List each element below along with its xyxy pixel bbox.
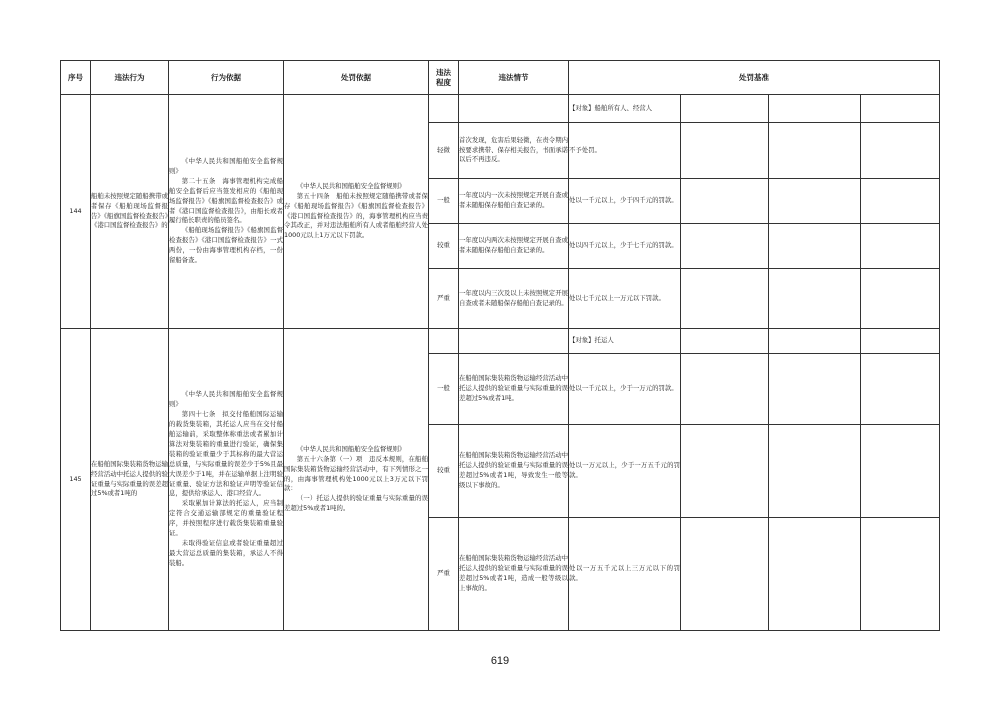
row-standard: 处以一万五千元以上三万元以下的罚款。 (569, 518, 681, 631)
table-row (61, 95, 940, 123)
row-behavior: 在船舶国际集装箱货物运输经营活动中托运人提供的验证重量与实际重量的误差超过5%或者1吨的 (91, 329, 169, 631)
row-target: 【对象】船舶所有人、经营人 (569, 95, 681, 123)
penalty-standard-table (60, 60, 940, 631)
row-circumstance: 在船舶国际集装箱货物运输经营活动中托运人提供的验证重量与实际重量的误差超过5%或者1吨，导致发生一般等级以下事故的。 (459, 425, 569, 518)
basis-paragraph: 第二十五条 海事管理机构完成船舶安全监督后应当签发相应的《船舶现场监督报告》《船旗国监督检查报告》或者《港口国监督检查报告》，由船长或者履行船长职责的船员签名。 (169, 176, 283, 225)
penalty-paragraph: 第五十四条 船舶未按照规定随船携带或者保存《船舶现场监督报告》《船旗国监督检查报告》《港口国监督检查报告》的，海事管理机构应当责令其改正，并对违法船舶所有人或者船舶经营人处1000元以上1万元以下罚款。 (284, 191, 428, 240)
penalty-paragraph: 《中华人民共和国船舶安全监督规则》 (296, 444, 406, 453)
row-seq: 144 (61, 95, 91, 329)
header-standard: 处罚基准 (569, 61, 940, 95)
basis-paragraph: 采取累加计算法的托运人，应当制定符合交通运输部规定的重量验证程序，并按照程序进行载货集装箱重量验证。 (169, 499, 283, 538)
basis-paragraph: 未取得验证信息或者验证重量超过最大营运总质量的集装箱，承运人不得装船。 (169, 539, 283, 567)
row-target: 【对象】托运人 (569, 329, 681, 354)
row-standard: 处以一万元以上，少于一万五千元的罚款。 (569, 425, 681, 518)
row-basis (169, 329, 284, 631)
header-penalty-basis: 处罚依据 (284, 61, 429, 95)
row-degree: 严重 (429, 518, 459, 631)
row-circumstance: 一年度以内两次未按照规定开展自查或者未随船保存船舶自查记录的。 (459, 224, 569, 269)
row-degree: 较重 (429, 224, 459, 269)
row-behavior: 船舶未按照规定随船携带或者保存《船舶现场监督报告》《船旗国监督检查报告》《港口国监督检查报告》的 (91, 95, 169, 329)
row-degree: 一般 (429, 179, 459, 224)
row-circumstance: 在船舶国际集装箱货物运输经营活动中托运人提供的验证重量与实际重量的误差超过5%或者1吨。 (459, 354, 569, 425)
basis-paragraph: 《船舶现场监督报告》《船旗国监督检查报告》《港口国监督检查报告》一式两份，一份由海事管理机构存档，一份留船备查。 (169, 226, 283, 265)
header-basis: 行为依据 (169, 61, 284, 95)
header-seq: 序号 (61, 61, 91, 95)
row-standard: 处以七千元以上一万元以下罚款。 (569, 269, 681, 329)
penalty-paragraph: （一）托运人提供的验证重量与实际重量的误差超过5%或者1吨的。 (284, 494, 428, 513)
basis-paragraph: 第四十七条 拟交付船舶国际运输的载货集装箱，其托运人应当在交付船舶运输前，采取整体称重法或者累加计算法对集装箱的重量进行验证，确保集装箱的验证重量少于其标称的最大营运总质量，与实际重量的误差少于5%且最大误差少于1吨，并在运输单据上注明验证重量、验证方法和验证声明等验证信息，提供给承运人、港口经营人。 (169, 410, 283, 498)
row-penalty-basis (284, 95, 429, 329)
row-basis (169, 95, 284, 329)
row-penalty-basis (284, 329, 429, 631)
row-degree: 轻微 (429, 123, 459, 179)
penalty-paragraph: 《中华人民共和国船舶安全监督规则》 (296, 181, 406, 190)
row-standard: 处以一千元以上，少于一万元的罚款。 (569, 354, 681, 425)
table-header-row (61, 61, 940, 95)
row-seq: 145 (61, 329, 91, 631)
penalty-paragraph: 第五十六条第（一）项 违反本规则，在船舶国际集装箱货物运输经营活动中，有下列情形之一的，由海事管理机构处1000元以上3万元以下罚款： (284, 454, 428, 493)
row-degree: 严重 (429, 269, 459, 329)
row-standard: 不予处罚。 (569, 123, 681, 179)
page-number: 619 (490, 655, 510, 667)
row-circumstance: 首次发现，危害后果轻微，在责令期内按要求携带、保存相关报告，书面承诺以后不再违反。 (459, 123, 569, 179)
basis-paragraph: 《中华人民共和国船舶安全监督规则》 (169, 390, 283, 409)
row-degree: 一般 (429, 354, 459, 425)
row-circumstance: 一年度以内三次及以上未按照规定开展自查或者未随船保存船舶自查记录的。 (459, 269, 569, 329)
row-degree: 较重 (429, 425, 459, 518)
row-standard: 处以四千元以上，少于七千元的罚款。 (569, 224, 681, 269)
row-circumstance: 在船舶国际集装箱货物运输经营活动中托运人提供的验证重量与实际重量的误差超过5%或者1吨，造成一般等级以上事故的。 (459, 518, 569, 631)
header-degree: 违法 程度 (429, 61, 459, 95)
header-circumstance: 违法情节 (459, 61, 569, 95)
table-row (61, 329, 940, 354)
row-circumstance: 一年度以内一次未按照规定开展自查或者未随船保存船舶自查记录的。 (459, 179, 569, 224)
basis-paragraph: 《中华人民共和国船舶安全监督规则》 (169, 156, 283, 175)
header-behavior: 违法行为 (91, 61, 169, 95)
row-standard: 处以一千元以上，少于四千元的罚款。 (569, 179, 681, 224)
